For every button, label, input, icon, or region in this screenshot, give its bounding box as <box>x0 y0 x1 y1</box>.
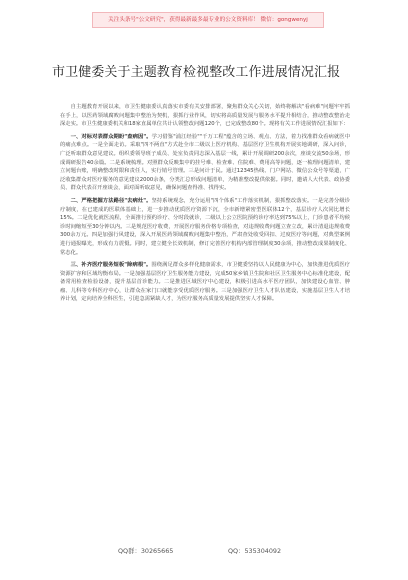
section-text-1: 学习借鉴"浦江经验""千万工程"蕴含的立场、观点、方法，着力找准群众看病就医中的痛点难点。一是全面走访。采取"四不两直"方式赴全市二级以上医疗机构、基层医疗卫生机构开展实地调研，深入问诊，广泛听取群众意见建议。组织委领导班子成员、处室负责同志深入基层一线，累计开展调研200余次，座谈交流50余场，形成调研报告40余篇。二是系统梳理。对照群众反映集中的挂号难、检查难、住院难、费用高等问题，逐一梳理问题清单，建立问题台账，明确整改时限和责任人，实行销号管理。三是问计于民。通过12345热线、门户网站、微信公众号等渠道，广泛收集群众对医疗服务的意见建议2000余条，分类汇总形成问题清单，为精准整改提供依据。同时，邀请人大代表、政协委员、群众代表召开座谈会，面对面听取意见，确保问题查得准、找得实。 <box>60 133 350 192</box>
qq-contact-text: QQ：535304092 <box>228 547 282 555</box>
document-title: 市卫健委关于主题教育检视整改工作进展情况汇报 <box>52 65 341 80</box>
intro-paragraph: 自主题教育开展以来，市卫生健康委认真落实市委有关安排部署，聚焦群众关心关切，始终将解决"看病难"问题牢牢抓在手上，以医药领域腐败问题集中整治为契机，狠抓行业作风，切实将高质量发展与服务水平提升相结合，推动整改整治走深走实。市卫生健康委机关和18家直属单位共计认领整改问题120个，已完成整改80个。现将有关工作进展情况汇报如下： <box>60 104 350 128</box>
qq-group-text: QQ群：30265665 <box>118 547 174 555</box>
section-heading-3 <box>60 261 350 304</box>
document-body <box>60 103 350 535</box>
section-heading-2 <box>60 197 350 257</box>
promo-banner: 关注头条号"公文研究"，获得最新最多最专业的公文资料库！ 微信：gongwenyj <box>92 12 324 28</box>
section-text-3: 围绕满足群众多样化健康需求，市卫健委坚持以人民健康为中心，加快推进优质医疗资源扩容和区域均衡布局。一是加强基层医疗卫生服务能力建设，完成50家乡镇卫生院和社区卫生服务中心标准化建设，配备常用检查检验设备，提升基层首诊能力。二是推进区域医疗中心建设，积极引进高水平医疗团队，加快建设心血管、肿瘤、儿科等专科医疗中心，让群众在家门口就能享受优质医疗服务。三是加强医疗卫生人才队伍建设，实施基层卫生人才培养计划，定向培养全科医生，引进急需紧缺人才，为医疗服务高质量发展提供坚实人才保障。 <box>60 262 350 303</box>
section-heading-3-text: 三、补齐医疗服务短板"除病根"。 <box>70 262 152 269</box>
section-heading-1-text: 一、对标对表群众期盼"查病因"。 <box>70 133 152 140</box>
section-heading-1 <box>60 133 350 193</box>
section-heading-2-text: 二、严格把握方法路径"去病灶"。 <box>70 197 152 204</box>
page-footer <box>0 542 408 560</box>
section-text-2: 坚持系统观念，充分运用"四个体系"工作落实机制，狠抓整改落实。一是完善分级诊疗制度，在已建成的医联体基础上，进一步推动优质医疗资源下沉，全市新增紧密型医联体12个，基层诊疗人次同比增长15%。二是优化就医流程，全面推行预约诊疗、分时段就诊，二级以上公立医院预约诊疗率达到75%以上，门诊患者平均候诊时间缩短至30分钟以内。三是规范医疗收费，开展医疗服务价格专项检查，对违规收费问题立查立改，累计清退违规收费300余万元。四是加强行风建设，深入开展医药领域腐败问题集中整治，严肃查处收受回扣、过度医疗等问题，对典型案例进行通报曝光，形成有力震慑。同时，建立健全长效机制，修订完善医疗机构内部管理制度30余项，推动整改成果制度化、常态化。 <box>60 197 350 256</box>
